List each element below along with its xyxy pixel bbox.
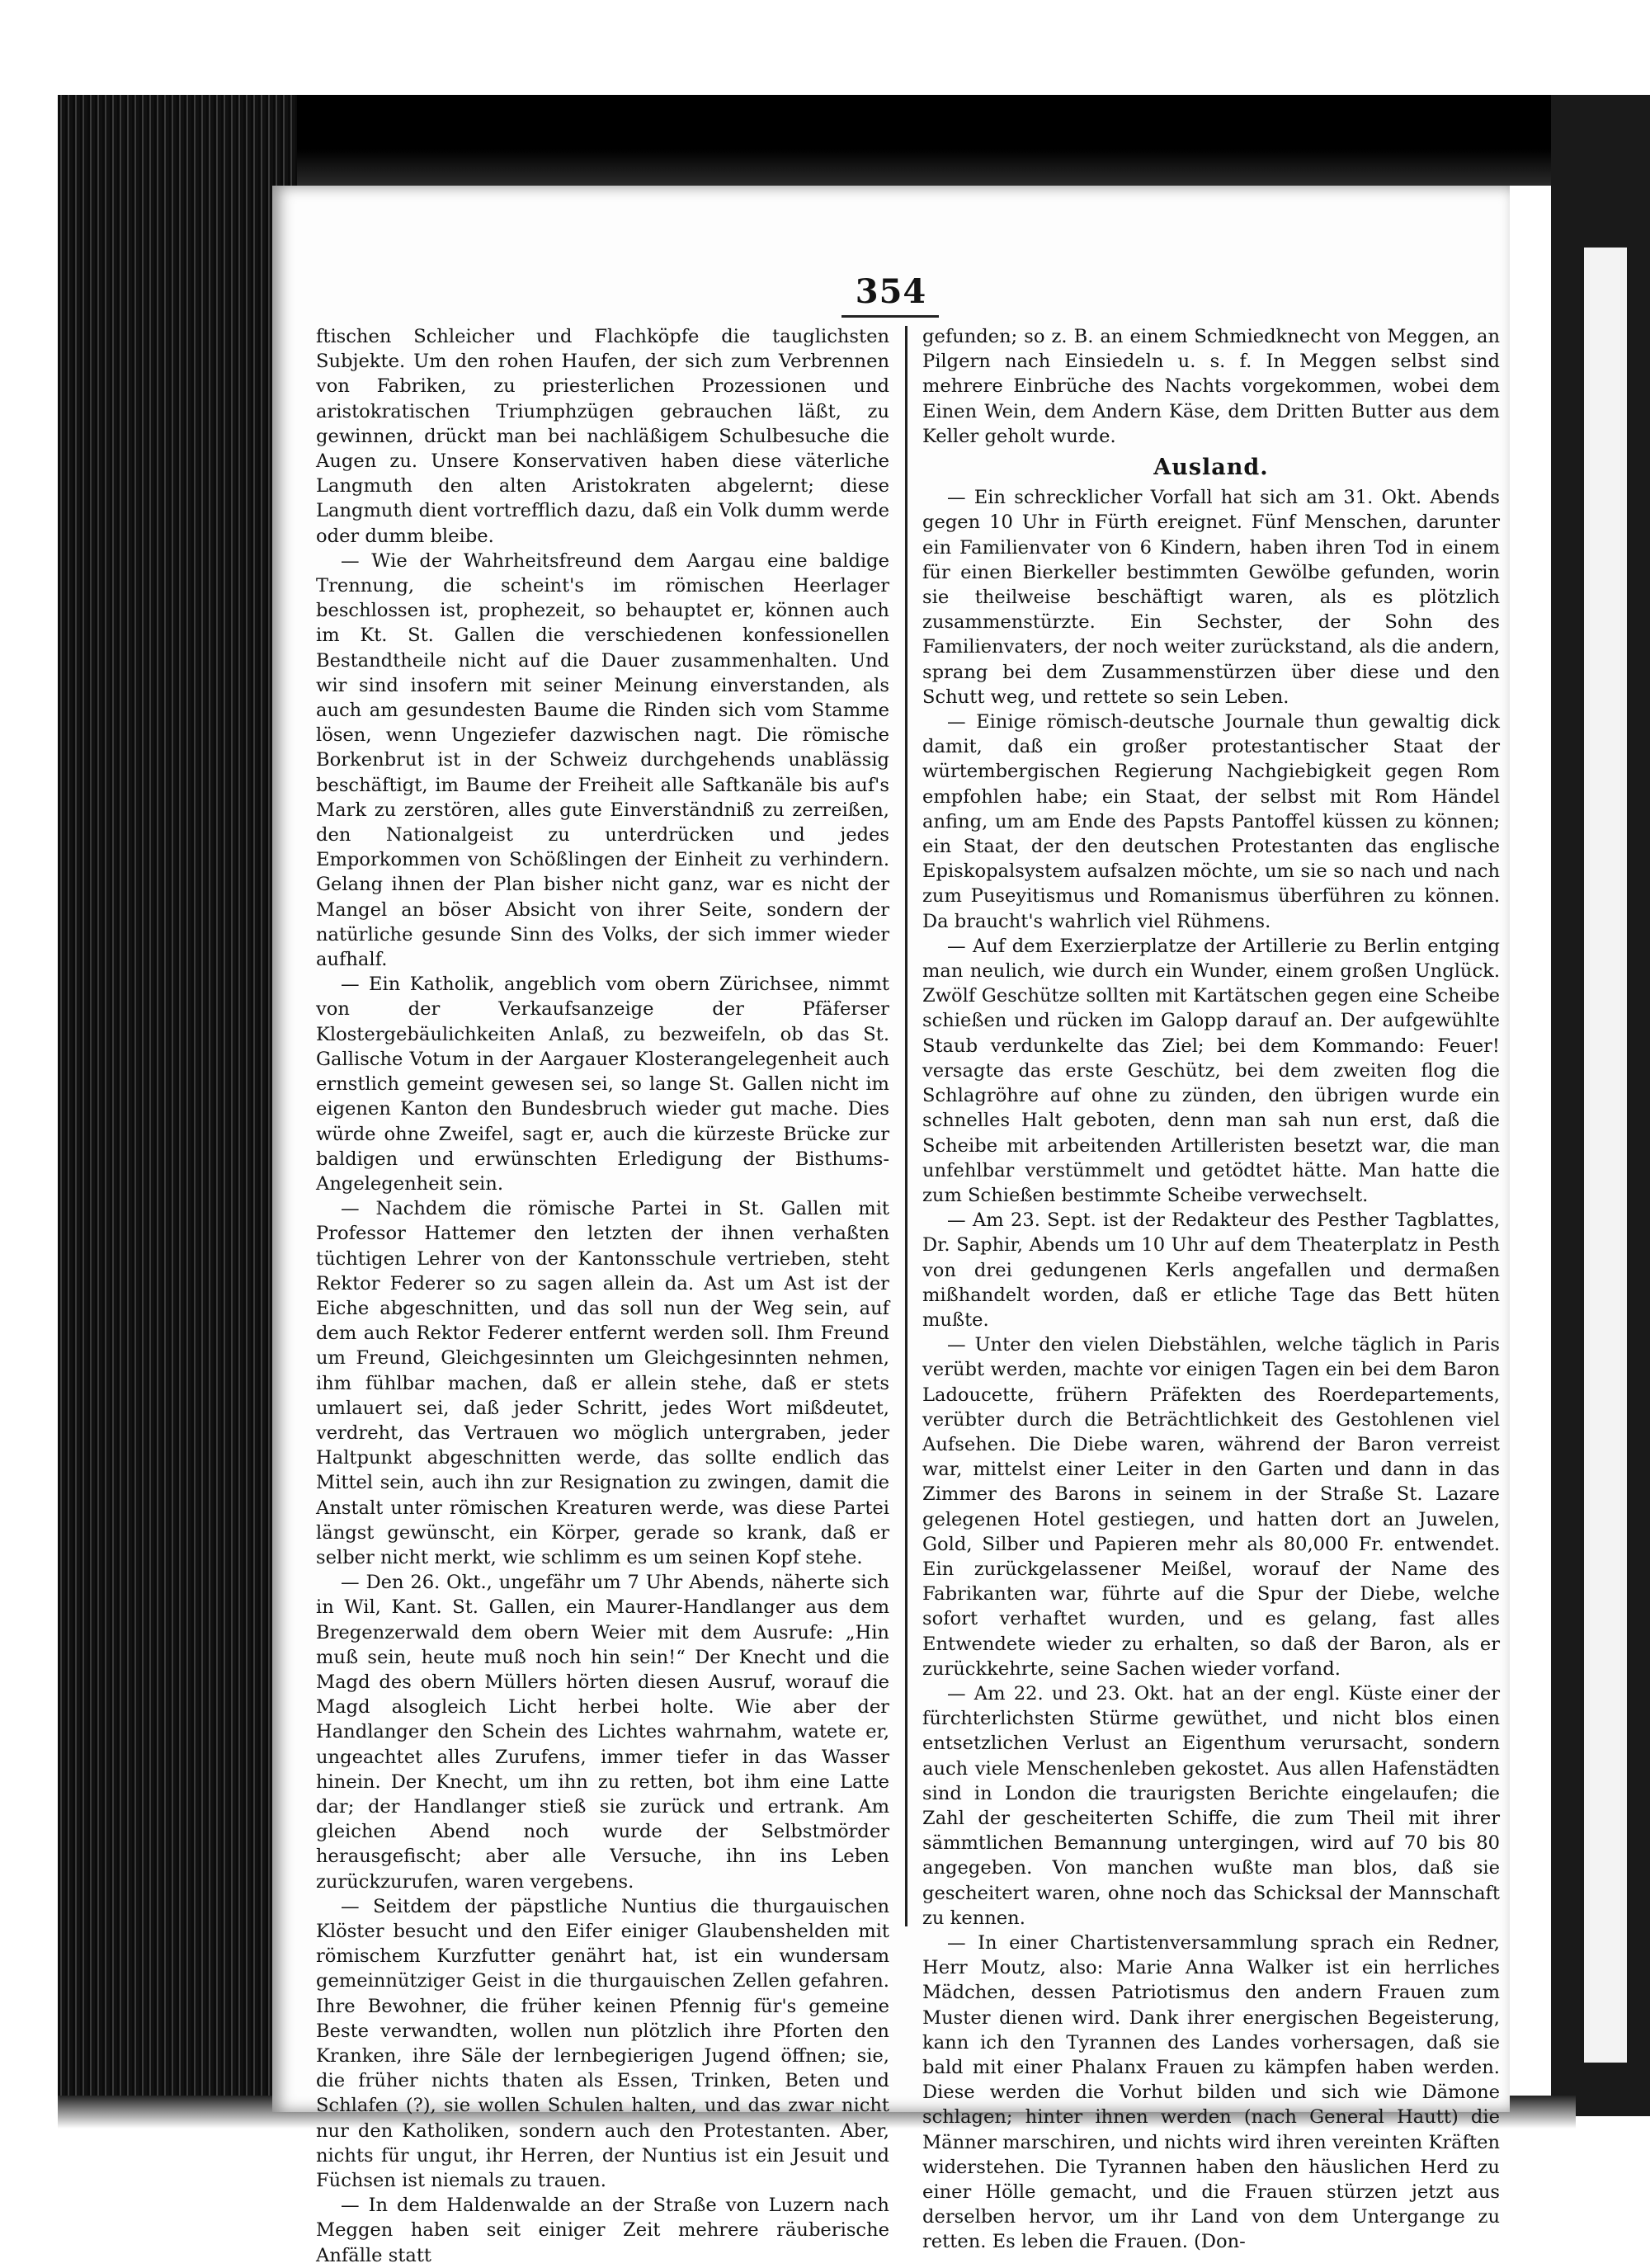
article-paragraph: — Einige römisch-deutsche Journale thun gewaltig dick damit, daß ein großer protestantischer Staat der würtembergischen Regierung Nachgiebigkeit gegen Rom empfohlen habe; ein Staat, der selbst mit Rom Händel anfing, um am Ende des Papsts Pantoffel küssen zu können; ein Staat, der den deutschen Protestanten das englische Episkopalsystem aufsalzen möchte, um sie so nach und nach zum Puseyitismus und Romanismus überführen zu können. Da braucht's wahrlich viel Rühmens. (922, 711, 1500, 932)
article-paragraph: — Am 22. und 23. Okt. hat an der engl. Küste einer der fürchterlichsten Stürme gewüthet, und nicht blos einen entsetzlichen Verlust an Eigenthum verursacht, sondern auch viele Menschenleben gekostet. Aus allen Hafenstädten sind in London die traurigsten Berichte eingelaufen; die Zahl der gescheiterten Schiffe, die zum Theil mit ihrer sämmtlichen Bemannung untergingen, wird auf 70 bis 80 angegeben. Von manchen wußte man blos, daß sie gescheitert waren, ohne noch das Schicksal der Mannschaft zu kennen. (922, 1682, 1500, 1929)
section-heading: Ausland. (1153, 455, 1269, 481)
article-paragraph: — Den 26. Okt., ungefähr um 7 Uhr Abends, näherte sich in Wil, Kant. St. Gallen, ein Maurer-Handlanger aus dem Bregenzerwald dem obern Weier mit dem Ausrufe: „Hin muß sein, heute muß noch hin sein!“ Der Knecht und die Magd des obern Müllers hörten diesen Ausruf, worauf die Magd alsogleich Licht herbei holte. Wie aber der Handlanger den Schein des Lichtes wahrnahm, watete er, ungeachtet alles Zurufens, immer tiefer in das Wasser hinein. Der Knecht, um ihn zu retten, bot ihm eine Latte dar; der Handlanger stieß sie zurück und ertrank. Am gleichen Abend noch wurde der Selbstmörder herausgefischt; aber alle Versuche, ihn ins Leben zurückzurufen, waren vergebens. (316, 1572, 889, 1893)
book-page-edges (58, 95, 297, 2116)
article-paragraph: ftischen Schleicher und Flachköpfe die tauglichsten Subjekte. Um den rohen Haufen, der sich zum Verbrennen von Fabriken, zu priesterlichen Prozessionen und aristokratischen Triumphzügen gebrauchen läßt, zu gewinnen, drückt man bei nachläßigem Schulbesuche die Augen zu. Unsere Konservativen haben diese väterliche Langmuth den alten Aristokraten abgelernt; diese Langmuth dient vortrefflich dazu, daß ein Volk dumm werde oder dumm bleibe. (316, 326, 889, 547)
article-paragraph: — Auf dem Exerzierplatze der Artillerie zu Berlin entging man neulich, wie durch ein Wunder, einem großen Unglück. Zwölf Geschütze sollten mit Kartätschen gegen eine Scheibe schießen und rücken im Galopp darauf an. Der aufgewühlte Staub verdunkelte das Ziel; bei dem Kommando: Feuer! versagte das erste Geschütz, bei dem zweiten flog die Schlagröhre auf ohne zu zünden, den übrigen wurde ein schnelles Halt geboten, denn man sah nun erst, daß die Scheibe mit arbeitenden Artilleristen besetzt war, die man unfehlbar verstümmelt und getödtet hätte. Man hatte die zum Schießen bestimmte Scheibe verwechselt. (922, 935, 1500, 1206)
page-number-rule (842, 315, 939, 318)
adjacent-page-strip (1584, 248, 1627, 2063)
article-paragraph: — In einer Chartistenversammlung sprach ein Redner, Herr Moutz, also: Marie Anna Walker ist ein herrliches Mädchen, dessen Patriotismus den andern Frauen zum Muster dienen wird. Dank ihrer energischen Begeisterung, kann ich den Tyrannen des Landes vorhersagen, daß sie bald mit einer Phalanx Frauen zu kämpfen haben werden. Diese werden die Vorhut bilden und sich wie Dämone schlagen; hinter ihnen werden (nach General Hautt) die Männer marschiren, und nichts wird ihren vereinten Kräften widerstehen. Die Tyrannen haben den häuslichen Herd zu einer Hölle gemacht, und die Frauen stürzen jetzt aus derselben hervor, um ihr Land von dem Untergange zu retten. Es leben die Frauen. (Don- (922, 1932, 1500, 2253)
article-paragraph: gefunden; so z. B. an einem Schmiedknecht von Meggen, an Pilgern nach Einsiedeln u. s. f. In Meggen selbst sind mehrere Einbrüche des Nachts vorgekommen, wobei dem Einen Wein, dem Andern Käse, dem Dritten Butter aus dem Keller geholt wurde. (922, 326, 1500, 447)
article-paragraph: — Am 23. Sept. ist der Redakteur des Pesther Tagblattes, Dr. Saphir, Abends um 10 Uhr auf dem Theaterplatz in Pesth von drei gedungenen Kerls angefallen und dermaßen mißhandelt worden, daß er etliche Tage das Bett hüten mußte. (922, 1209, 1500, 1331)
article-paragraph: — Nachdem die römische Partei in St. Gallen mit Professor Hattemer den letzten der ihnen verhaßten tüchtigen Lehrer von der Kantonsschule vertrieben, steht Rektor Federer so zu sagen allein da. Ast um Ast ist der Eiche abgeschnitten, und das soll nun der Weg sein, auf dem auch Rektor Federer entfernt werden soll. Ihm Freund um Freund, Gleichgesinnten um Gleichgesinnten nehmen, ihm fühlbar machen, daß er allein stehe, daß er stets umlauert sei, daß jeder Schritt, jedes Wort mißdeutet, verdreht, das Vertrauen wo möglich untergraben, jeder Haltpunkt abgeschnitten werde, das sollte endlich das Mittel sein, auch ihn zur Resignation zu zwingen, damit die Anstalt unter römischen Kreaturen werde, was diese Partei längst gewünscht, ein Körper, gerade so krank, daß er selber nicht merkt, wie schlimm es um seinen Kopf stehe. (316, 1198, 889, 1568)
column-divider (905, 326, 908, 1926)
right-column (922, 324, 1500, 2253)
article-paragraph: — Seitdem der päpstliche Nuntius die thurgauischen Klöster besucht und den Eifer einiger Glaubenshelden mit römischem Kurzfutter genährt hat, ist ein wundersam gemeinnütziger Geist in die thurgauischen Zellen gefahren. Ihre Bewohner, die früher keinen Pfennig für's gemeine Beste verwandten, wollen nun plötzlich ihre Pforten den Kranken, ihre Säle der lernbegierigen Jugend öffnen; sie, die früher nichts thaten als Essen, Trinken, Beten und Schlafen (?), sie wollen Schulen halten, und das zwar nicht nur den Katholiken, sondern auch den Protestanten. Aber, nichts für ungut, ihr Herren, der Nuntius ist ein Jesuit und Füchsen ist niemals zu trauen. (316, 1895, 889, 2192)
page-number: 354 (855, 272, 927, 311)
article-paragraph: — In dem Haldenwalde an der Straße von Luzern nach Meggen haben seit einiger Zeit mehrere räuberische Anfälle statt (316, 2195, 889, 2266)
left-column (316, 324, 889, 2266)
article-paragraph: — Ein Katholik, angeblich vom obern Zürichsee, nimmt von der Verkaufsanzeige der Pfäferser Klostergebäulichkeiten Anlaß, zu bezweifeln, ob das St. Gallische Votum in der Aargauer Klosterangelegenheit auch ernstlich gemeint gewesen sei, so lange St. Gallen nicht im eigenen Kanton den Bundesbruch wieder gut mache. Dies würde ohne Zweifel, sagt er, auch die kürzeste Brücke zur baldigen und erwünschten Erledigung der Bisthums-Angelegenheit sein. (316, 974, 889, 1195)
article-paragraph: — Wie der Wahrheitsfreund dem Aargau eine baldige Trennung, die scheint's im römischen Heerlager beschlossen ist, prophezeit, so behauptet er, können auch im Kt. St. Gallen die verschiedenen konfessionellen Bestandtheile nicht auf die Dauer zusammenhalten. Und wir sind insofern mit seiner Meinung einverstanden, als auch am gesundesten Baume die Rinden sich vom Stamme lösen, wenn Ungeziefer dazwischen nagt. Die römische Borkenbrut ist in der Schweiz durchgehends unablässig beschäftigt, im Baume der Freiheit alle Saftkanäle bis auf's Mark zu zerstören, alles gute Einverständniß zu zerreißen, den Nationalgeist zu unterdrücken und jedes Emporkommen von Schößlingen der Einheit zu verhindern. Gelang ihnen der Plan bisher nicht ganz, war es nicht der Mangel an böser Absicht von ihrer Seite, sondern der natürliche gesunde Sinn des Volks, der sich immer wieder aufhalf. (316, 549, 889, 971)
article-paragraph: — Ein schrecklicher Vorfall hat sich am 31. Okt. Abends gegen 10 Uhr in Fürth ereignet. Fünf Menschen, darunter ein Familienvater von 6 Kindern, haben ihren Tod in einem für einen Bierkeller bestimmten Gewölbe gefunden, worin sie theilweise beschäftigt waren, als es plötzlich zusammenstürzte. Ein Sechster, der Sohn des Familienvaters, der noch weiter zurückstand, als die andern, sprang bei dem Zusammenstürzen über diese und den Schutt weg, und rettete so sein Leben. (922, 487, 1500, 708)
article-paragraph: — Unter den vielen Diebstählen, welche täglich in Paris verübt werden, machte vor einigen Tagen ein bei dem Baron Ladoucette, frühern Präfekten des Roerdepartements, verübter durch die Beträchtlichkeit des Gestohlenen viel Aufsehen. Die Diebe waren, während der Baron verreist war, mittelst einer Leiter in den Garten und dann in das Zimmer des Barons in seinem in der Straße St. Lazare gelegenen Hotel gestiegen, und hatten dort an Juwelen, Gold, Silber und Papieren mehr als 80,000 Fr. entwendet. Ein zurückgelassener Meißel, worauf der Name des Fabrikanten war, führte auf die Spur der Diebe, welche sofort verhaftet wurden, und es gelang, fast alles Entwendete wieder zu erhalten, so daß der Baron, als er zurückkehrte, seine Sachen wieder vorfand. (922, 1334, 1500, 1680)
